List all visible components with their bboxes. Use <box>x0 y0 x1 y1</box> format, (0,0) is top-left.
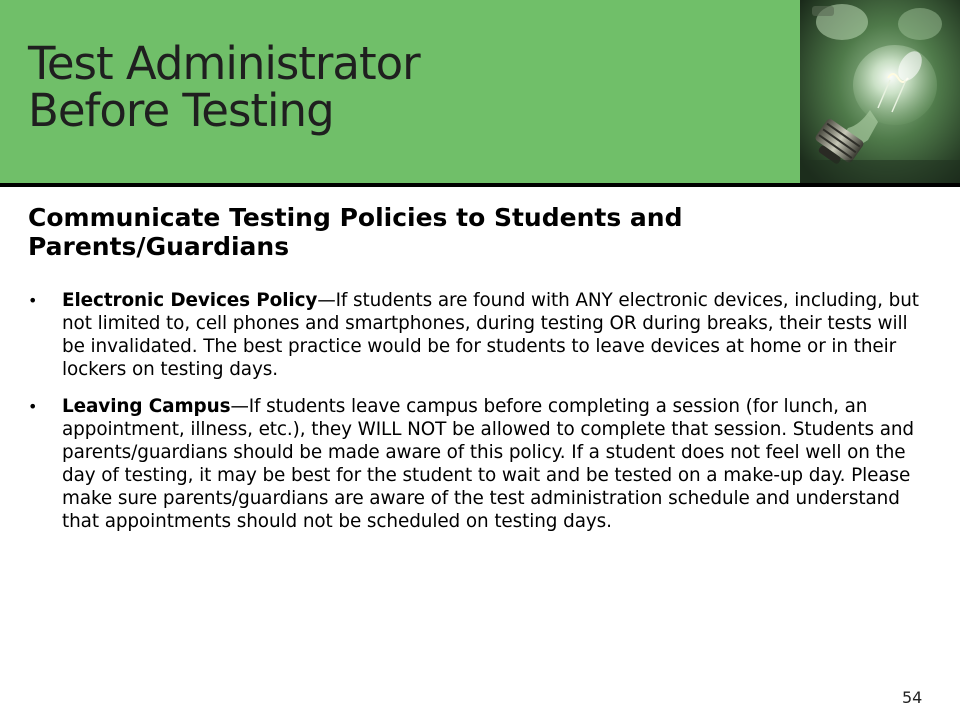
bullet-dot-icon: • <box>28 397 38 416</box>
bullet-text: —If students are found with ANY electronic devices, including, but not limited to, cell phones and smartphones, during testing OR during breaks, their tests will be invalidated. The best practice would be for students to leave devices at home or in their lockers on testing days. <box>62 290 919 380</box>
light-bulb-photo-icon <box>800 0 960 183</box>
bullet-lead: Leaving Campus <box>62 396 231 417</box>
title-banner <box>0 0 800 183</box>
slide-title-line-2: Before Testing <box>28 84 334 137</box>
slide-subtitle: Communicate Testing Policies to Students and Parents/Guardians <box>28 203 683 261</box>
list-item <box>28 289 932 381</box>
slide-title-line-1: Test Administrator <box>28 37 420 90</box>
bullet-text: —If students leave campus before completing a session (for lunch, an appointment, illness, etc.), they WILL NOT be allowed to complete that session. Students and parents/guardians should be made aware of this policy. If a student does not feel well on the day of testing, it may be best for the student to wait and be tested on a make-up day. Please make sure parents/guardians are aware of the test administration schedule and understand that appointments should not be scheduled on testing days. <box>62 396 914 532</box>
slide-title <box>28 37 420 137</box>
page-number: 54 <box>902 688 923 707</box>
header-divider <box>0 183 960 187</box>
list-item <box>28 395 932 533</box>
bullet-dot-icon: • <box>28 291 38 310</box>
policy-list <box>28 289 932 533</box>
bullet-lead: Electronic Devices Policy <box>62 290 318 311</box>
